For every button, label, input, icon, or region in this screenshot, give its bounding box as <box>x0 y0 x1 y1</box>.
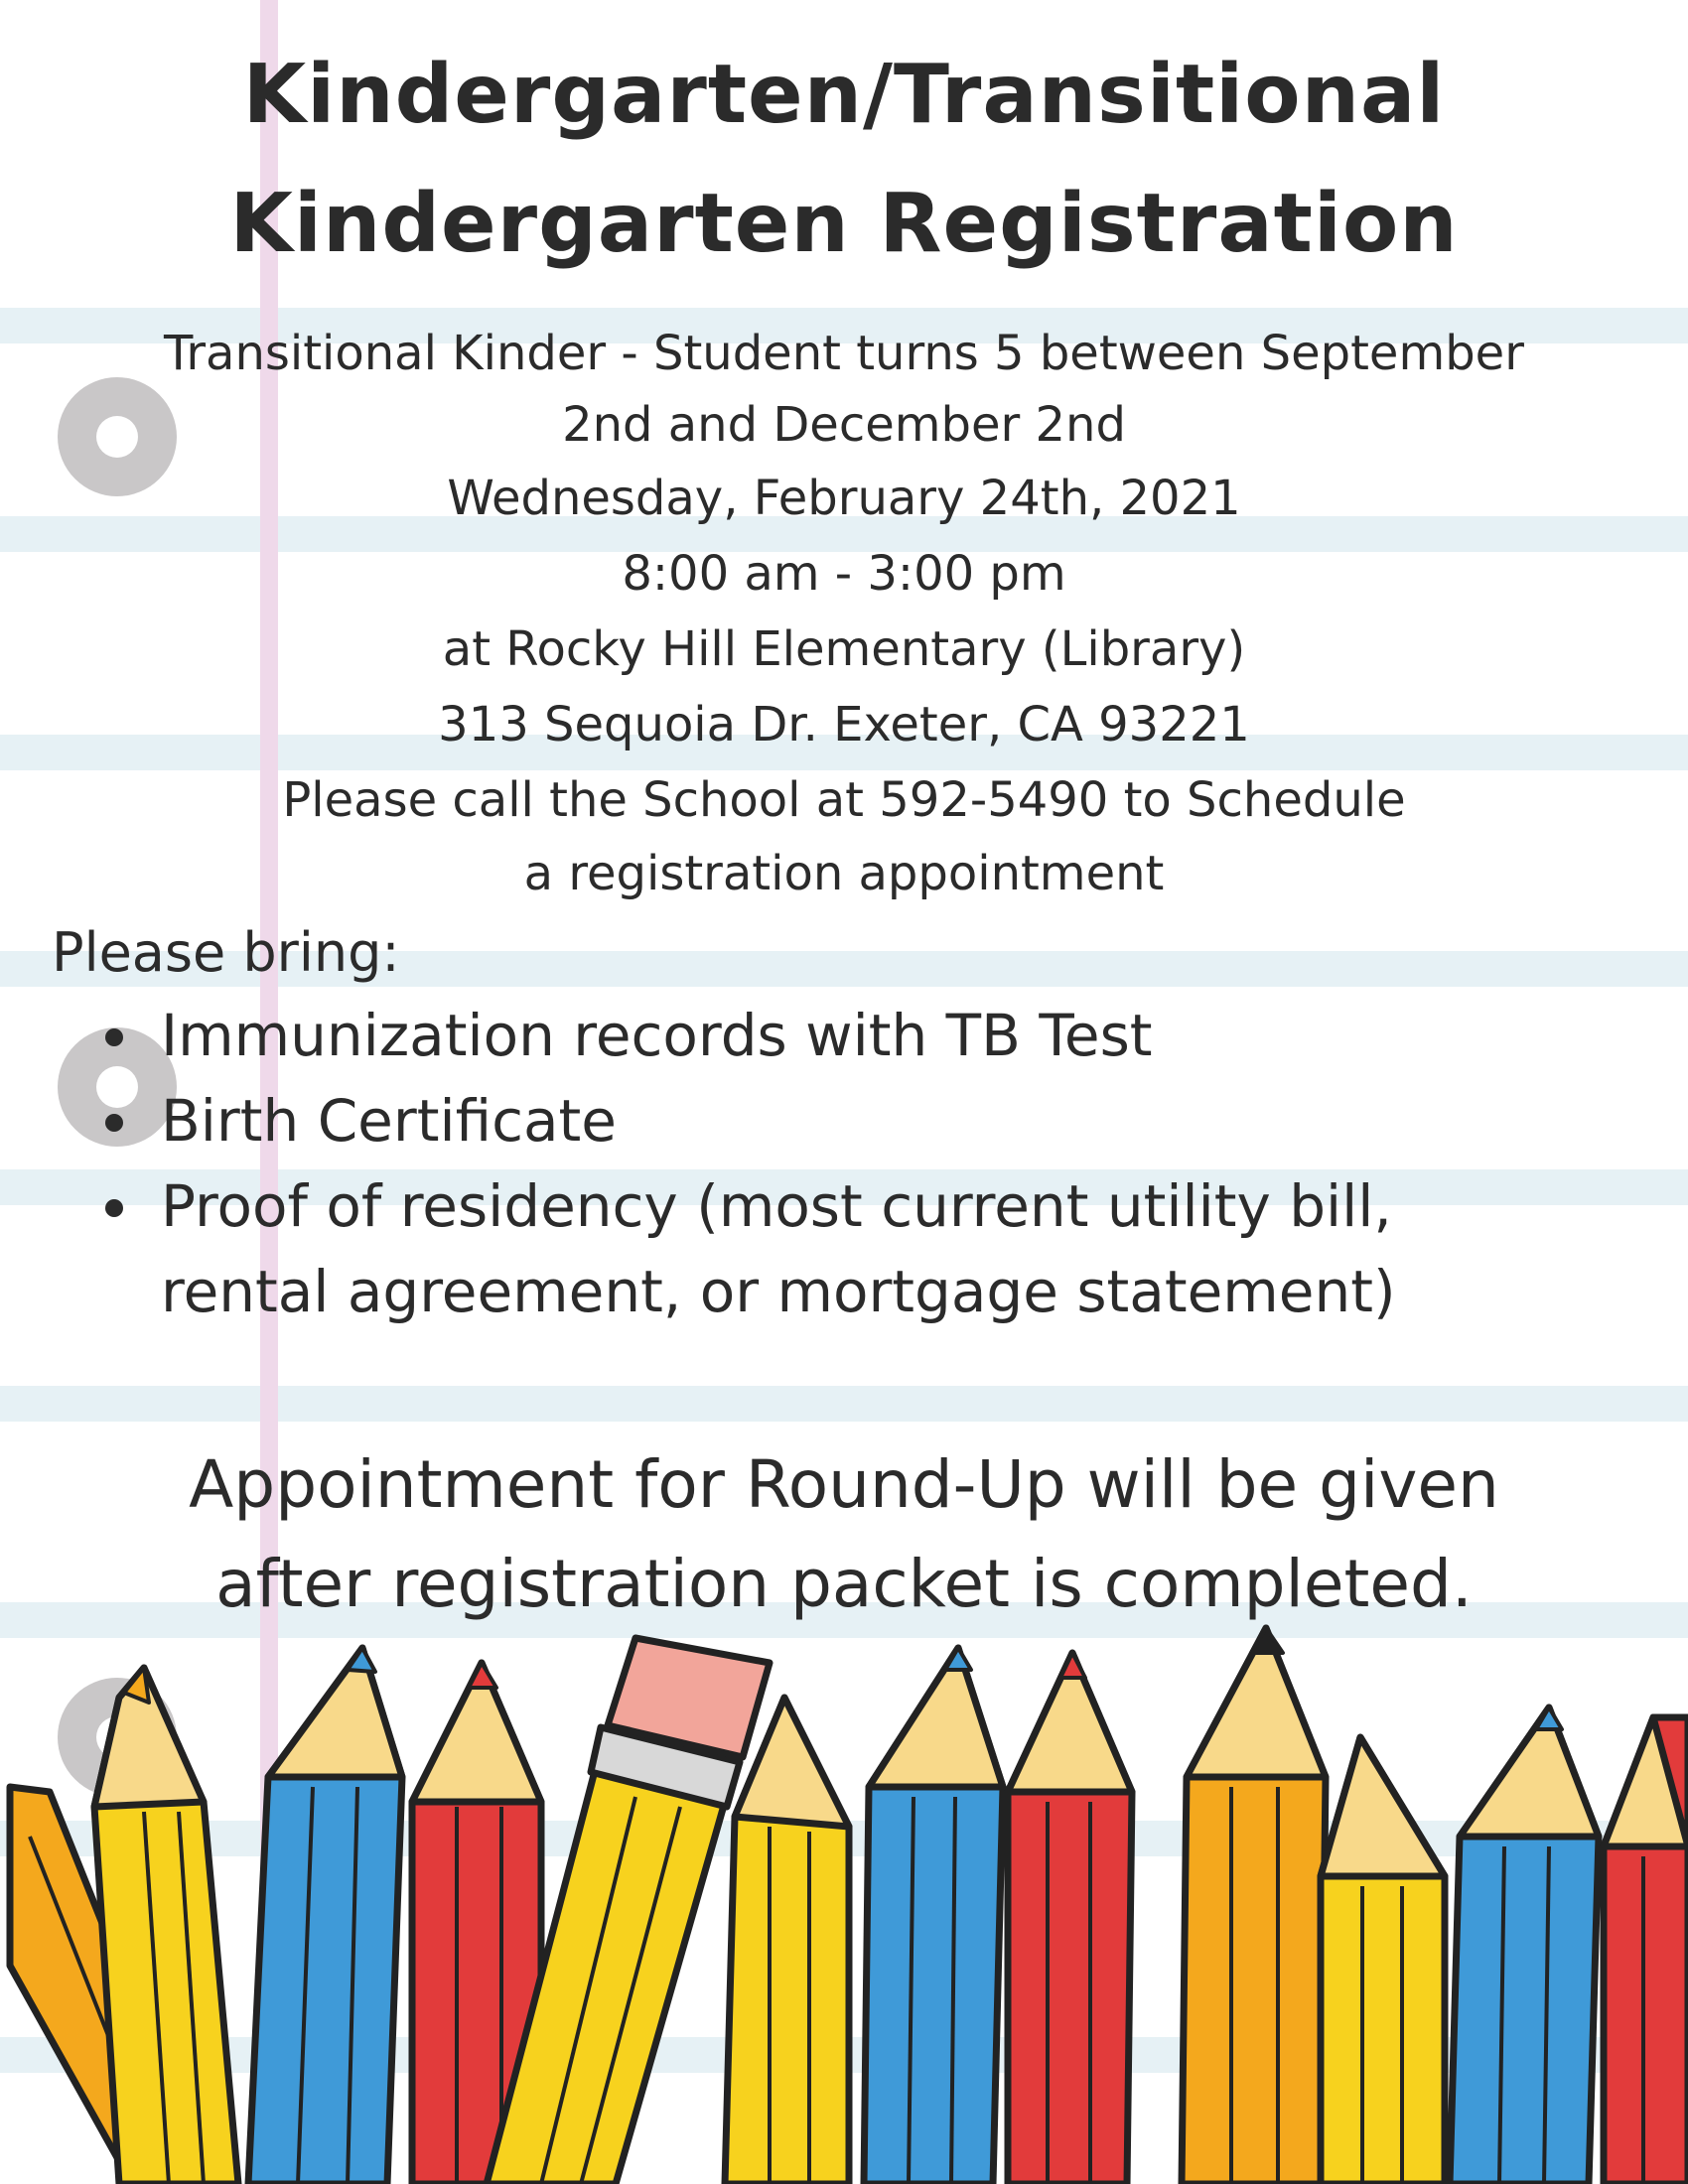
pencil-icon <box>94 1668 238 2184</box>
bring-list <box>99 993 1569 1334</box>
please-bring-heading: Please bring: <box>52 921 400 984</box>
pencil-icon <box>1321 1737 1445 2184</box>
bring-item-proof-of-residency: Proof of residency (most current utility bill, rental agreement, or mortgage statement) <box>99 1163 1569 1334</box>
registration-time: 8:00 am - 3:00 pm <box>622 546 1066 602</box>
call-instruction-line-2: a registration appointment <box>523 846 1165 901</box>
pencil-icon <box>1182 1628 1326 2184</box>
registration-date: Wednesday, February 24th, 2021 <box>447 471 1241 526</box>
pencil-icon <box>1450 1707 1599 2184</box>
pencils-illustration <box>0 1608 1688 2184</box>
page-title-line-1: Kindergarten/Transitional <box>242 48 1446 142</box>
call-instruction-line-1: Please call the School at 592-5490 to Schedule <box>282 772 1406 828</box>
bring-item-immunization: Immunization records with TB Test <box>99 993 1569 1078</box>
eligibility-line-1: Transitional Kinder - Student turns 5 between September <box>164 326 1524 381</box>
pencil-icon <box>248 1648 402 2184</box>
bring-item-birth-certificate: Birth Certificate <box>99 1078 1569 1163</box>
school-address: 313 Sequoia Dr. Exeter, CA 93221 <box>438 697 1250 752</box>
page-title-line-2: Kindergarten Registration <box>229 177 1459 271</box>
pencil-icon <box>1008 1653 1132 2184</box>
ruled-line <box>0 1386 1688 1422</box>
pencil-icon <box>725 1698 849 2184</box>
closing-line-2: after registration packet is completed. <box>215 1546 1473 1622</box>
closing-line-1: Appointment for Round-Up will be given <box>189 1446 1499 1523</box>
eligibility-line-2: 2nd and December 2nd <box>562 397 1126 453</box>
pencil-icon <box>1604 1717 1688 2184</box>
registration-location: at Rocky Hill Elementary (Library) <box>442 621 1246 677</box>
pencil-icon <box>864 1648 1003 2184</box>
